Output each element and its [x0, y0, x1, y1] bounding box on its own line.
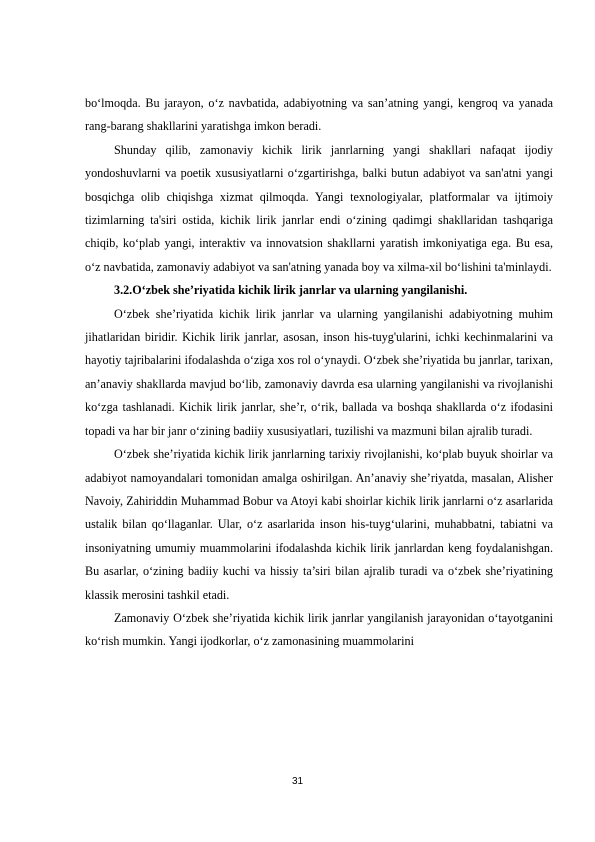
page-number: 31 — [291, 776, 304, 787]
paragraph-modern: Zamonaviy O‘zbek she’riyatida kichik lirik janrlar yangilanish jarayonidan o‘tayotganini ko‘rish mumkin. Yangi ijodkorlar, o‘z zamonasining muammolarini — [85, 610, 553, 649]
document-body — [85, 92, 553, 654]
paragraph-section-intro: O‘zbek she’riyatida kichik lirik janrlar va ularning yangilanishi adabiyotning muhim jihatlaridan biridir. Kichik lirik janrlar, asosan, inson his-tuyg'ularini, ichki kechinmalarini va hayotiy tajribalarini ifodalashda o‘ziga xos rol o‘ynaydi. O‘zbek she’riyatida bu janrlar, tarixan, an’anaviy shakllarda mavjud bo‘lib, zamonaviy davrda esa ularning yangilanishi va rivojlanishi ko‘zga tashlanadi. Kichik lirik janrlar, she’r, o‘rik, ballada va boshqa shakllarda o‘z ifodasini topadi va har bir janr o‘zining badiiy xususiyatlari, tuzilishi va mazmuni bilan ajralib turadi. — [85, 306, 553, 438]
paragraph-continuation: bo‘lmoqda. Bu jarayon, o‘z navbatida, adabiyotning va san’atning yangi, kengroq va yanada rang-barang shakllarini yaratishga imkon beradi. — [85, 96, 553, 134]
paragraph-summary: Shunday qilib, zamonaviy kichik lirik janrlarning yangi shakllari nafaqat ijodiy yondoshuvlarni va poetik xususiyatlarni o‘zgartirishga, balki butun adabiyot va san'atni yangi bosqichga olib chiqishga xizmat qilmoqda. Yangi texnologiyalar, platformalar va ijtimoiy tizimlarning ta'siri ostida, kichik lirik janrlar endi o‘zining qadimgi shakllaridan tashqariga chiqib, ko‘plab yangi, interaktiv va innovatsion shakllarni yaratish imkoniyatiga ega. Bu esa, o‘z navbatida, zamonaviy adabiyot va san'atning yanada boy va xilma-xil bo‘lishini ta'minlaydi. — [85, 142, 553, 274]
paragraph-history: O‘zbek she’riyatida kichik lirik janrlarning tarixiy rivojlanishi, ko‘plab buyuk shoirlar va adabiyot namoyandalari tomonidan amalga oshirilgan. An’anaviy she’riyatda, masalan, Alisher Navoiy, Zahiriddin Muhammad Bobur va Atoyi kabi shoirlar kichik lirik janrlarni o‘z asarlarida ustalik bilan qo‘llaganlar. Ular, o‘z asarlarida inson his-tuyg‘ularini, muhabbatni, tabiatni va insoniyatning umumiy muammolarini ifodalashda kichik lirik janrlardan keng foydalanishgan. Bu asarlar, o‘zining badiiy kuchi va hissiy ta’siri bilan ajralib turadi va o‘zbek she’riyatining klassik merosini tashkil etadi. — [85, 447, 553, 602]
section-heading: 3.2.O‘zbek she’riyatida kichik lirik janrlar va ularning yangilanishi. — [114, 283, 468, 298]
